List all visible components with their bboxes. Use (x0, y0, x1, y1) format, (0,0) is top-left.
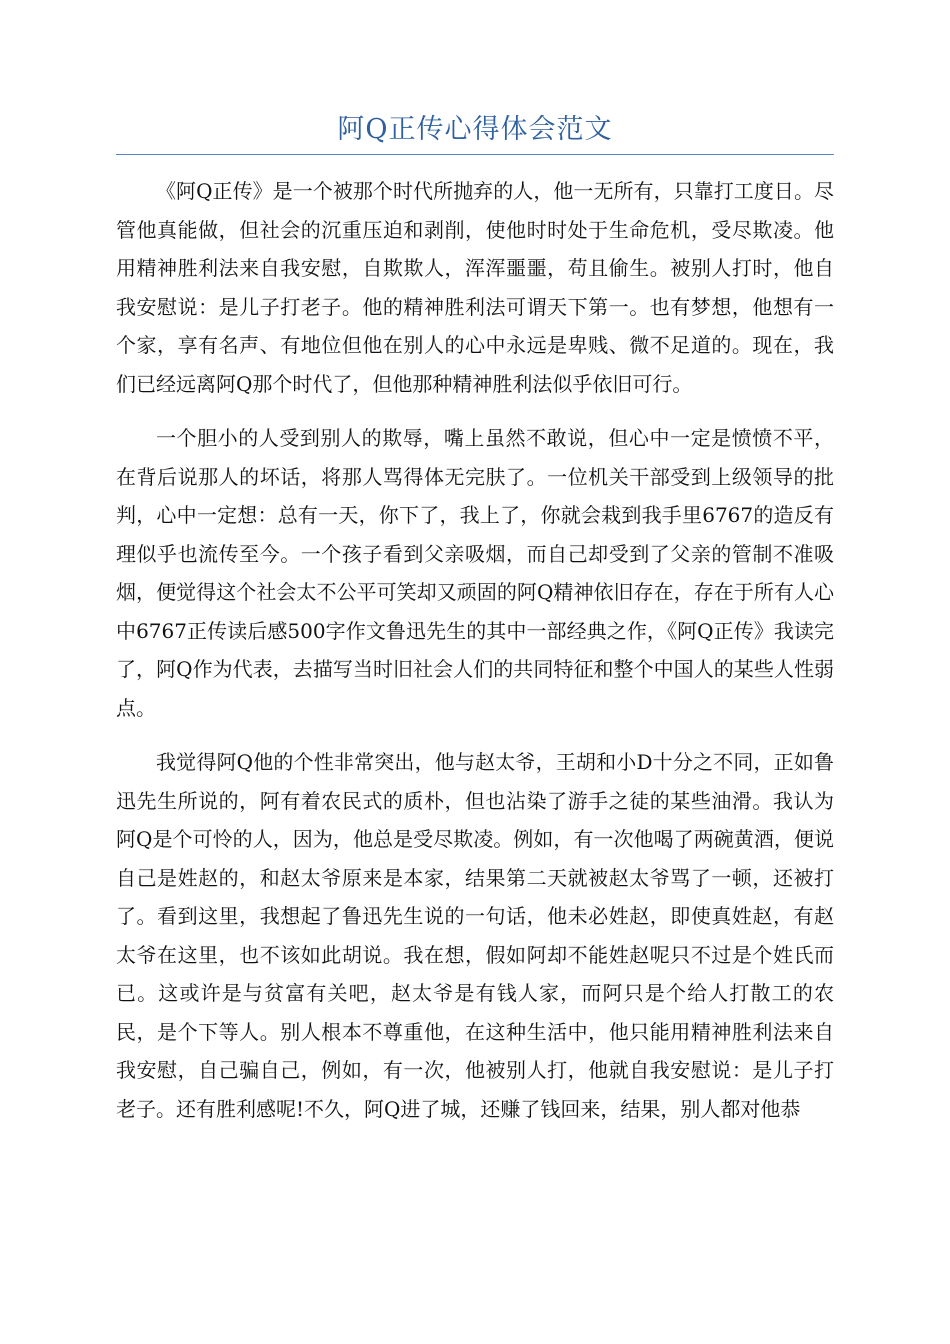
paragraph-3: 我觉得阿Q他的个性非常突出，他与赵太爷，王胡和小D十分之不同，正如鲁迅先生所说的，阿有着农民式的质朴，但也沾染了游手之徒的某些油滑。我认为阿Q是个可怜的人，因为，他总是受尽欺凌。例如，有一次他喝了两碗黄酒，便说自己是姓赵的，和赵太爷原来是本家，结果第二天就被赵太爷骂了一顿，还被打了。看到这里，我想起了鲁迅先生说的一句话，他未必姓赵，即使真姓赵，有赵太爷在这里，也不该如此胡说。我在想，假如阿却不能姓赵呢只不过是个姓氏而已。这或许是与贫富有关吧，赵太爷是有钱人家，而阿只是个给人打散工的农民，是个下等人。别人根本不尊重他，在这种生活中，他只能用精神胜利法来自我安慰，自己骗自己，例如，有一次，他被别人打，他就自我安慰说：是儿子打老子。还有胜利感呢!不久，阿Q进了城，还赚了钱回来，结果，别人都对他恭 (116, 750, 834, 1121)
title-underline (116, 154, 834, 155)
document-title: 阿Q正传心得体会范文 (337, 114, 613, 145)
document-body (116, 172, 834, 1144)
paragraph-2: 一个胆小的人受到别人的欺辱，嘴上虽然不敢说，但心中一定是愤愤不平，在背后说那人的坏话，将那人骂得体无完肤了。一位机关干部受到上级领导的批判，心中一定想：总有一天，你下了，我上了，你就会栽到我手里6767的造反有理似乎也流传至今。一个孩子看到父亲吸烟，而自己却受到了父亲的管制不准吸烟，便觉得这个社会太不公平可笑却又顽固的阿Q精神依旧存在，存在于所有人心中6767正传读后感500字作文鲁迅先生的其中一部经典之作，《阿Q正传》我读完了，阿Q作为代表，去描写当时旧社会人们的共同特征和整个中国人的某些人性弱点。 (116, 426, 834, 720)
paragraph-1: 《阿Q正传》是一个被那个时代所抛弃的人，他一无所有，只靠打工度日。尽管他真能做，但社会的沉重压迫和剥削，使他时时处于生命危机，受尽欺凌。他用精神胜利法来自我安慰，自欺欺人，浑浑噩噩，苟且偷生。被别人打时，他自我安慰说：是儿子打老子。他的精神胜利法可谓天下第一。也有梦想，他想有一个家，享有名声、有地位但他在别人的心中永远是卑贱、微不足道的。现在，我们已经远离阿Q那个时代了，但他那种精神胜利法似乎依旧可行。 (116, 179, 834, 396)
